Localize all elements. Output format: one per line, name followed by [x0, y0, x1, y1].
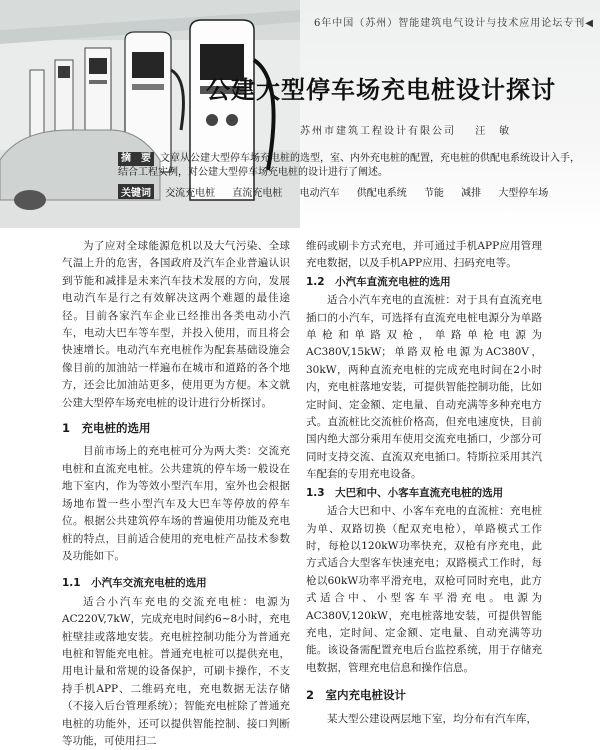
section-1-2-paragraph: 适合小汽车充电的直流桩：对于具有直流充电插口的小汽车，可选择有直流充电桩电源分为单路单枪和单路双枪，单路单枪电源为AC380V,15kW；单路双枪电源为AC380V，30kW，两种直流充电桩的完成充电时间在2小时内，充电桩落地安装，可提供智能控制功能，比如定时间、定金额、定电量、自动充满等多种充电方式。直流桩比交流桩价格高，但充电速度快，目前国内绝大部分乘用车使用交流充电插口，少部分可同时支持交流、直流双充电插口。特斯拉采用其汽车配套的专用充电设备。 — [306, 294, 542, 481]
keyword: 直流充电桩 — [232, 188, 283, 199]
section-1-3-paragraph: 适合大巴和中、小客车充电的直流桩：充电桩为单、双路切换（配双充电枪），单路模式工作时，每枪以120kW功率快充，双枪有序充电，此方式适合大型客车快速充电；双路模式工作时，每枪以60kW功率平滑充电，双枪可同时充电，此方式适合中、小型客车平滑充电。电源为AC380V,120kW，充电桩落地安装，可提供智能充电，定时间、定金额、定电量、自动充满等功能。该设备需配置充电后台监控系统，用于存储充电数据，管理充电信息和操作信息。 — [306, 505, 542, 674]
header-banner — [0, 0, 600, 228]
section-1-paragraph: 目前市场上的充电桩可分为两大类：交流充电桩和直流充电桩。公共建筑的停车场一般设在地下室内，作为等效小型汽车用，室外也会根据场地布置一些小型汽车及大巴车等停放的停车位。根据公共建筑停车场的普遍使用功能及充电桩的特点，目前适合使用的充电桩产品技术参数及功能如下。 — [62, 445, 290, 562]
keyword: 大型停车场 — [498, 188, 549, 199]
abstract-label: 摘 要 — [118, 152, 154, 166]
continued-paragraph: 维码或刷卡方式充电，并可通过手机APP应用管理充电数据，以及手机APP应用、扫码充电等。 — [306, 240, 542, 270]
keyword: 节能 — [423, 188, 444, 199]
section-1-3-heading: 1.3 大巴和中、小客车直流充电桩的选用 — [306, 486, 504, 499]
section-1-heading: 1 充电桩的选用 — [62, 421, 151, 436]
keyword: 电动汽车 — [299, 188, 340, 199]
keyword: 供配电系统 — [356, 188, 407, 199]
section-2-paragraph: 某大型公建设两层地下室，均分布有汽车库， — [327, 712, 537, 725]
right-column — [306, 238, 542, 728]
keywords — [118, 184, 588, 199]
section-1-1-heading: 1.1 小汽车交流充电桩的选用 — [62, 577, 207, 590]
keyword: 交流充电桩 — [165, 188, 216, 199]
left-column — [62, 238, 290, 750]
author-line — [300, 122, 525, 137]
keywords-label: 关键词 — [118, 184, 154, 199]
abstract-text: 文章从公建大型停车场充电桩的选型，室、内外充电桩的配置，充电桩的供配电系统设计入手，结合工程实例，对公建大型停车场充电桩的设计进行了阐述。 — [118, 153, 580, 178]
section-2-heading: 2 室内充电桩设计 — [306, 688, 407, 703]
keyword: 减排 — [461, 188, 482, 199]
affiliation: 苏州市建筑工程设计有限公司 — [300, 126, 456, 137]
article-title: 公建大型停车场充电桩设计探讨 — [206, 76, 556, 104]
journal-header: 6年中国（苏州）智能建筑电气设计与技术应用论坛专刊◀ — [313, 18, 594, 29]
intro-paragraph: 为了应对全球能源危机以及大气污染、全球气温上升的危害，各国政府及汽车企业普遍认识到节能和减排是未来汽车技术发展的方向，发展电动汽车是行之有效解决这两个难题的最佳途径。目前各家汽车企业已经推出各类电动小汽车，电动大巴车等车型，并投入使用，而且将会快速增长。电动汽车充电桩作为配套基础设施会像目前的加油站一样遍布在城市和道路的各个地方，还会比加油站更多，使用更为方便。本文就公建大型停车场充电桩的设计进行分析探讨。 — [62, 240, 290, 409]
section-1-2-heading: 1.2 小汽车直流充电桩的选用 — [306, 275, 451, 288]
abstract — [118, 152, 588, 180]
author-name: 汪 敏 — [475, 126, 512, 137]
section-1-1-paragraph: 适合小汽车充电的交流充电桩：电源为AC220V,7kW，完成充电时间约6~8小时，充电桩壁挂或落地安装。充电桩控制功能分为普通充电桩和智能充电桩。普通充电桩可以提供充电，用电计量和常规的设备保护，可刷卡操作，不支持手机APP、二维码充电，充电数据无法存储（不接入后台管理系统）；智能充电桩除了普通充电桩的功能外，还可以提供智能控制、接口判断等功能，可使用扫二 — [62, 595, 290, 747]
